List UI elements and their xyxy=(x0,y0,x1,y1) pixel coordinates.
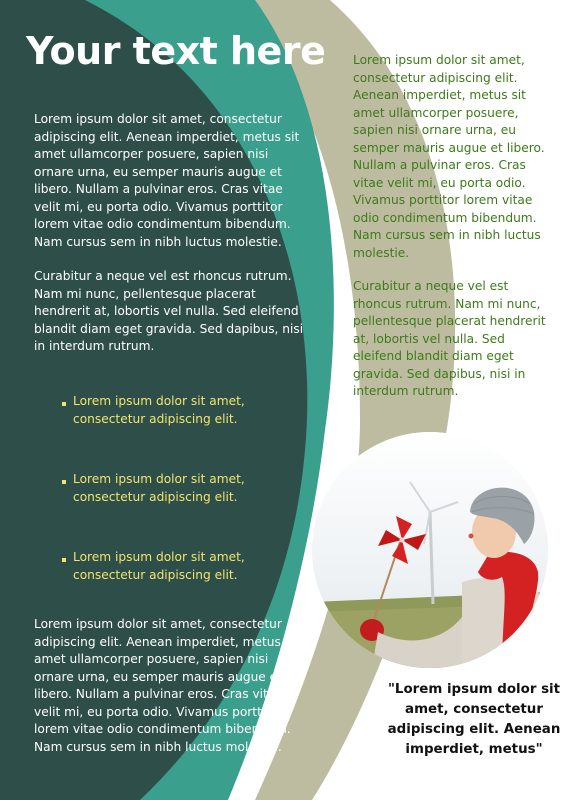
bullet-text: Lorem ipsum dolor sit amet, consectetur adipiscing elit. xyxy=(73,472,245,504)
bullet-text: Lorem ipsum dolor sit amet, consectetur adipiscing elit. xyxy=(73,394,245,426)
left-paragraph-3: Lorem ipsum dolor sit amet, consectetur adipiscing elit. Aenean imperdiet, metus sit amet ullamcorper posuere, sapien nisi ornare urna, eu semper mauris augue et libero. Nullam a pulvinar eros. Cras vitae velit mi, eu porta odio. Vivamus porttitor lorem vitae odio condimentum bibendum. Nam cursus sem in nibh luctus molestie. xyxy=(34,617,300,754)
bullet-text: Lorem ipsum dolor sit amet, consectetur adipiscing elit. xyxy=(73,550,245,582)
bullet-square-icon xyxy=(62,402,66,406)
right-paragraph-1: Lorem ipsum dolor sit amet, consectetur adipiscing elit. Aenean imperdiet, metus sit amet ullamcorper posuere, sapien nisi ornare urna, eu semper mauris augue et libero. Nullam a pulvinar eros. Cras vitae velit mi, eu porta odio. Vivamus porttitor lorem vitae odio condimentum bibendum. Nam cursus sem in nibh luctus molestie. xyxy=(353,53,545,260)
bullet-square-icon xyxy=(62,480,66,484)
page-title: Your text here xyxy=(26,29,326,73)
pull-quote: "Lorem ipsum dolor sit amet, consectetur adipiscing elit. Aenean imperdiet, metus" xyxy=(387,682,561,757)
left-paragraph-1: Lorem ipsum dolor sit amet, consectetur adipiscing elit. Aenean imperdiet, metus sit amet ullamcorper posuere, sapien nisi ornare urna, eu semper mauris augue et libero. Nullam a pulvinar eros. Cras vitae velit mi, eu porta odio. Vivamus porttitor lorem vitae odio condimentum bibendum. Nam cursus sem in nibh luctus molestie. xyxy=(34,112,300,249)
right-paragraph-2: Curabitur a neque vel est rhoncus rutrum. Nam mi nunc, pellentesque placerat hendrerit at, lobortis vel nulla. Sed eleifend blandit diam eget gravida. Sed dapibus, nisi in interdum rutrum. xyxy=(353,279,546,398)
child-pinwheel-photo xyxy=(312,432,548,668)
left-paragraph-2: Curabitur a neque vel est rhoncus rutrum. Nam mi nunc, pellentesque placerat hendrerit at, lobortis vel nulla. Sed eleifend blandit diam eget gravida. Sed dapibus, nisi in interdum rutrum. xyxy=(34,269,304,353)
bullet-square-icon xyxy=(62,558,66,562)
